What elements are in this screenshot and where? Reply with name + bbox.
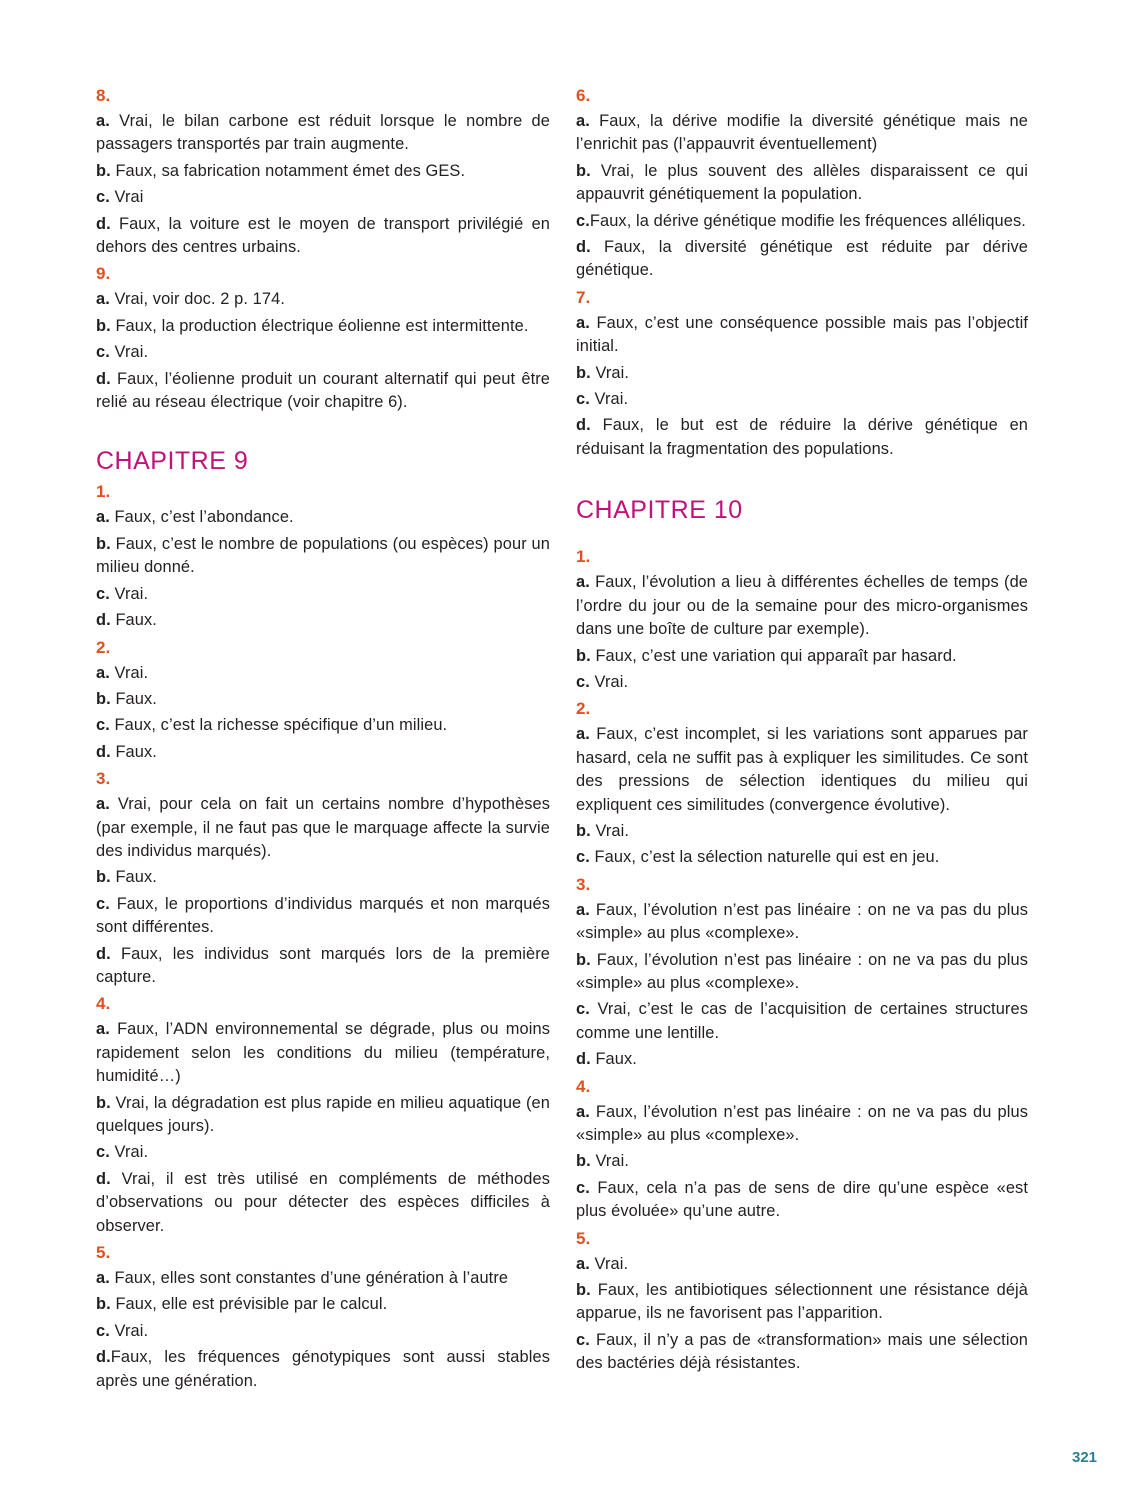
question-number: 2. — [96, 637, 111, 657]
answer-c: c. Vrai — [96, 188, 144, 207]
ch9-question-4 — [96, 992, 550, 1238]
answer-b: b. Faux. — [96, 868, 157, 887]
answer-text: Vrai, la dégradation est plus rapide en milieu aquatique (en quelques jours). — [96, 1093, 550, 1135]
answer-c: c. Vrai. — [96, 1321, 149, 1340]
answer-a: a. Faux, c’est incomplet, si les variations sont apparues par hasard, cela ne suffit pas à expliquer les similitudes. Ce sont des pressions de sélection identiques du milieu qui expliquent ces similitudes (convergence évolutive). — [576, 725, 1028, 814]
answer-c: c. Faux, c’est la sélection naturelle qui est en jeu. — [576, 848, 940, 867]
ch9-question-2 — [96, 636, 550, 765]
answer-text: Vrai, le plus souvent des allèles disparaissent ce qui appauvrit génétiquement la population. — [576, 161, 1029, 204]
answer-text: Faux, c’est le nombre de populations (ou espèces) pour un milieu donné. — [96, 534, 550, 577]
answer-text: Faux. — [115, 868, 157, 887]
answer-b: b. Faux. — [96, 689, 157, 708]
question-8 — [96, 84, 550, 259]
answer-text: Faux, c’est une variation qui apparaît par hasard. — [595, 646, 957, 665]
question-7 — [576, 286, 1028, 461]
answer-text: Vrai. — [594, 672, 629, 691]
answer-c: c.Faux, la dérive génétique modifie les fréquences alléliques. — [576, 211, 1026, 230]
answer-b: b. Faux, la production électrique éolienne est intermittente. — [96, 316, 529, 335]
answer-d: d. Faux, la diversité génétique est réduite par dérive génétique. — [576, 238, 1029, 280]
answer-text: Faux, c’est la richesse spécifique d’un milieu. — [114, 716, 448, 735]
answer-a: a. Faux, l’évolution n’est pas linéaire : on ne va pas du plus «simple» au plus «complexe». — [576, 1102, 1029, 1144]
answer-text: Vrai, le bilan carbone est réduit lorsque le nombre de passagers transportés par train augmente. — [96, 112, 550, 154]
answer-b: b. Faux, l’évolution n’est pas linéaire : on ne va pas du plus «simple» au plus «complexe». — [576, 950, 1028, 992]
answer-a: a. Vrai. — [576, 1254, 629, 1273]
answer-a: a. Faux, c’est l’abondance. — [96, 508, 294, 527]
answer-text: Faux, les fréquences génotypiques sont aussi stables après une génération. — [96, 1348, 550, 1390]
answer-text: Faux, l’évolution a lieu à différentes échelles de temps (de l’ordre du jour ou de la semaine pour des micro-organismes dans une boîte de culture par exemple). — [576, 573, 1029, 639]
answer-d: d. Faux. — [96, 742, 157, 761]
question-number: 8. — [96, 86, 111, 105]
answer-c: c. Vrai. — [96, 1143, 149, 1162]
question-number: 3. — [576, 874, 591, 894]
answer-text: Vrai — [114, 188, 144, 207]
answer-text: Faux, la dérive génétique modifie les fréquences alléliques. — [589, 211, 1026, 230]
answer-text: Faux, elles sont constantes d’une génération à l’autre — [114, 1269, 509, 1288]
answer-text: Vrai. — [114, 584, 149, 603]
answer-text: Faux, les individus sont marqués lors de la première capture. — [96, 944, 551, 986]
answer-d: d. Faux, le but est de réduire la dérive génétique en réduisant la fragmentation des populations. — [576, 416, 1029, 458]
answer-text: Faux, l’évolution n’est pas linéaire : on ne va pas du plus «simple» au plus «complexe». — [576, 950, 1028, 992]
answer-a: a. Faux, l’évolution n’est pas linéaire : on ne va pas du plus «simple» au plus «complexe». — [576, 900, 1029, 943]
ch9-question-1 — [96, 480, 550, 632]
answer-c: c. Vrai. — [96, 584, 149, 603]
answer-text: Vrai. — [595, 363, 630, 382]
answer-text: Faux. — [595, 1050, 637, 1069]
answer-c: c. Vrai. — [576, 390, 629, 409]
answer-b: b. Faux, c’est une variation qui apparaît par hasard. — [576, 646, 957, 665]
answer-d: d. Vrai, il est très utilisé en compléments de méthodes d’observations ou pour détecter des espèces difficiles à observer. — [96, 1169, 550, 1235]
answer-d: d. Faux, l’éolienne produit un courant alternatif qui peut être relié au réseau électrique (voir chapitre 6). — [96, 369, 551, 412]
question-number: 3. — [96, 769, 111, 789]
question-6 — [576, 84, 1028, 283]
right-column — [576, 84, 1028, 1379]
answer-b: b. Faux, c’est le nombre de populations (ou espèces) pour un milieu donné. — [96, 534, 550, 577]
answer-c: c. Faux, le proportions d’individus marqués et non marqués sont différentes. — [96, 894, 550, 937]
answer-d: d. Faux, les individus sont marqués lors de la première capture. — [96, 944, 551, 986]
answer-text: Faux, c’est l’abondance. — [114, 508, 294, 527]
answer-text: Faux, elle est prévisible par le calcul. — [115, 1295, 388, 1314]
chapter-9-title: CHAPITRE 9 — [96, 447, 249, 476]
answer-text: Vrai. — [594, 390, 629, 409]
answer-text: Faux, la voiture est le moyen de transport privilégié en dehors des centres urbains. — [96, 214, 550, 257]
answer-text: Faux, l’ADN environnemental se dégrade, plus ou moins rapidement selon les conditions du milieu (température, humidité…) — [96, 1020, 550, 1086]
answer-b: b. Vrai, la dégradation est plus rapide en milieu aquatique (en quelques jours). — [96, 1093, 550, 1135]
answer-text: Faux, la dérive modifie la diversité génétique mais ne l’enrichit pas (l’appauvrit éventuellement) — [576, 112, 1028, 154]
answer-text: Faux, l’évolution n’est pas linéaire : on ne va pas du plus «simple» au plus «complexe». — [576, 900, 1029, 943]
answer-c: c. Faux, c’est la richesse spécifique d’un milieu. — [96, 716, 448, 735]
answer-text: Vrai. — [595, 821, 630, 840]
question-number: 2. — [576, 699, 591, 719]
answer-a: a. Vrai, voir doc. 2 p. 174. — [96, 290, 285, 309]
answer-text: Faux, c’est une conséquence possible mais pas l’objectif initial. — [576, 313, 1029, 356]
answer-text: Faux, le proportions d’individus marqués et non marqués sont différentes. — [96, 894, 550, 937]
answer-c: c. Faux, il n’y a pas de «transformation» mais une sélection des bactéries déjà résistantes. — [576, 1330, 1029, 1373]
answer-text: Vrai. — [114, 343, 149, 362]
answer-text: Faux, l’évolution n’est pas linéaire : on ne va pas du plus «simple» au plus «complexe». — [576, 1102, 1029, 1144]
answer-b: b. Faux, elle est prévisible par le calcul. — [96, 1295, 388, 1314]
answer-text: Vrai, il est très utilisé en compléments de méthodes d’observations ou pour détecter des espèces difficiles à observer. — [96, 1169, 550, 1235]
answer-text: Vrai, pour cela on fait un certains nombre d’hypothèses (par exemple, il ne faut pas que le marquage affecte la survie des individus marqués). — [96, 795, 550, 860]
answer-text: Faux, les antibiotiques sélectionnent une résistance déjà apparue, ils ne favorisent pas l’apparition. — [576, 1281, 1028, 1323]
answer-b: b. Vrai. — [576, 821, 630, 840]
answer-b: b. Faux, les antibiotiques sélectionnent une résistance déjà apparue, ils ne favorisent pas l’apparition. — [576, 1281, 1028, 1323]
answer-d: d. Faux. — [96, 611, 157, 630]
answer-text: Vrai. — [114, 1143, 149, 1162]
answer-text: Faux, c’est la sélection naturelle qui est en jeu. — [594, 848, 940, 867]
answer-b: b. Vrai. — [576, 1152, 630, 1171]
left-column — [96, 84, 550, 1396]
question-9 — [96, 262, 550, 414]
answer-a: a. Vrai. — [96, 663, 149, 682]
answer-c: c. Vrai. — [96, 343, 149, 362]
question-number: 1. — [576, 547, 591, 567]
answer-a: a. Faux, la dérive modifie la diversité génétique mais ne l’enrichit pas (l’appauvrit éventuellement) — [576, 112, 1028, 154]
answer-d: d.Faux, les fréquences génotypiques sont aussi stables après une génération. — [96, 1348, 550, 1390]
answer-text: Vrai, c’est le cas de l’acquisition de certaines structures comme une lentille. — [576, 1000, 1029, 1042]
answer-b: b. Vrai, le plus souvent des allèles disparaissent ce qui appauvrit génétiquement la population. — [576, 161, 1029, 204]
answer-text: Faux, cela n’a pas de sens de dire qu’une espèce «est plus évoluée» qu’une autre. — [576, 1178, 1028, 1221]
ch10-question-3 — [576, 873, 1028, 1072]
ch10-question-5 — [576, 1227, 1028, 1376]
answer-text: Vrai. — [114, 663, 149, 682]
answer-b: b. Faux, sa fabrication notamment émet des GES. — [96, 161, 466, 180]
answer-a: a. Faux, l’évolution a lieu à différentes échelles de temps (de l’ordre du jour ou de la semaine pour des micro-organismes dans une boîte de culture par exemple). — [576, 573, 1029, 639]
question-number: 4. — [96, 994, 111, 1014]
answer-d: d. Faux. — [576, 1050, 637, 1069]
answer-text: Faux, la production électrique éolienne est intermittente. — [115, 316, 529, 335]
ch9-question-3 — [96, 767, 550, 989]
answer-text: Vrai. — [595, 1152, 630, 1171]
question-number: 4. — [576, 1076, 591, 1096]
question-number: 6. — [576, 86, 591, 105]
page-number: 321 — [1072, 1449, 1098, 1466]
ch10-question-2 — [576, 697, 1028, 869]
answer-text: Faux. — [115, 689, 157, 708]
answer-text: Faux, le but est de réduire la dérive génétique en réduisant la fragmentation des populations. — [576, 416, 1029, 458]
answer-a: a. Vrai, pour cela on fait un certains nombre d’hypothèses (par exemple, il ne faut pas que le marquage affecte la survie des individus marqués). — [96, 795, 550, 860]
answer-text: Vrai, voir doc. 2 p. 174. — [114, 290, 285, 309]
answer-c: c. Vrai, c’est le cas de l’acquisition de certaines structures comme une lentille. — [576, 1000, 1029, 1042]
ch9-question-5 — [96, 1241, 550, 1393]
answer-text: Faux, sa fabrication notamment émet des GES. — [115, 161, 466, 180]
answer-text: Vrai. — [114, 1321, 149, 1340]
answer-c: c. Vrai. — [576, 672, 629, 691]
answer-a: a. Faux, c’est une conséquence possible mais pas l’objectif initial. — [576, 313, 1029, 356]
question-number: 1. — [96, 482, 111, 502]
ch10-question-1 — [576, 545, 1028, 694]
answer-d: d. Faux, la voiture est le moyen de transport privilégié en dehors des centres urbains. — [96, 214, 550, 257]
chapter-10-title: CHAPITRE 10 — [576, 496, 743, 525]
answer-text: Vrai. — [594, 1254, 629, 1273]
answer-a: a. Faux, l’ADN environnemental se dégrade, plus ou moins rapidement selon les conditions du milieu (température, humidité…) — [96, 1020, 550, 1086]
question-number: 5. — [96, 1243, 111, 1263]
answer-text: Faux. — [115, 611, 157, 630]
answer-text: Faux, il n’y a pas de «transformation» mais une sélection des bactéries déjà résistantes. — [576, 1330, 1029, 1373]
answer-text: Faux. — [115, 742, 157, 761]
question-number: 9. — [96, 264, 111, 284]
answer-text: Faux, la diversité génétique est réduite par dérive génétique. — [576, 238, 1029, 280]
answer-b: b. Vrai. — [576, 363, 630, 382]
ch10-question-4 — [576, 1075, 1028, 1224]
answer-c: c. Faux, cela n’a pas de sens de dire qu’une espèce «est plus évoluée» qu’une autre. — [576, 1178, 1028, 1221]
question-number: 5. — [576, 1228, 591, 1248]
question-number: 7. — [576, 287, 591, 307]
answer-text: Faux, c’est incomplet, si les variations sont apparues par hasard, cela ne suffit pas à expliquer les similitudes. Ce sont des pressions de sélection identiques du milieu qui expliquent ces similitudes (convergence évolutive). — [576, 725, 1028, 814]
answer-text: Faux, l’éolienne produit un courant alternatif qui peut être relié au réseau électrique (voir chapitre 6). — [96, 369, 551, 412]
answer-a: a. Faux, elles sont constantes d’une génération à l’autre — [96, 1269, 509, 1288]
answer-a: a. Vrai, le bilan carbone est réduit lorsque le nombre de passagers transportés par train augmente. — [96, 112, 550, 154]
